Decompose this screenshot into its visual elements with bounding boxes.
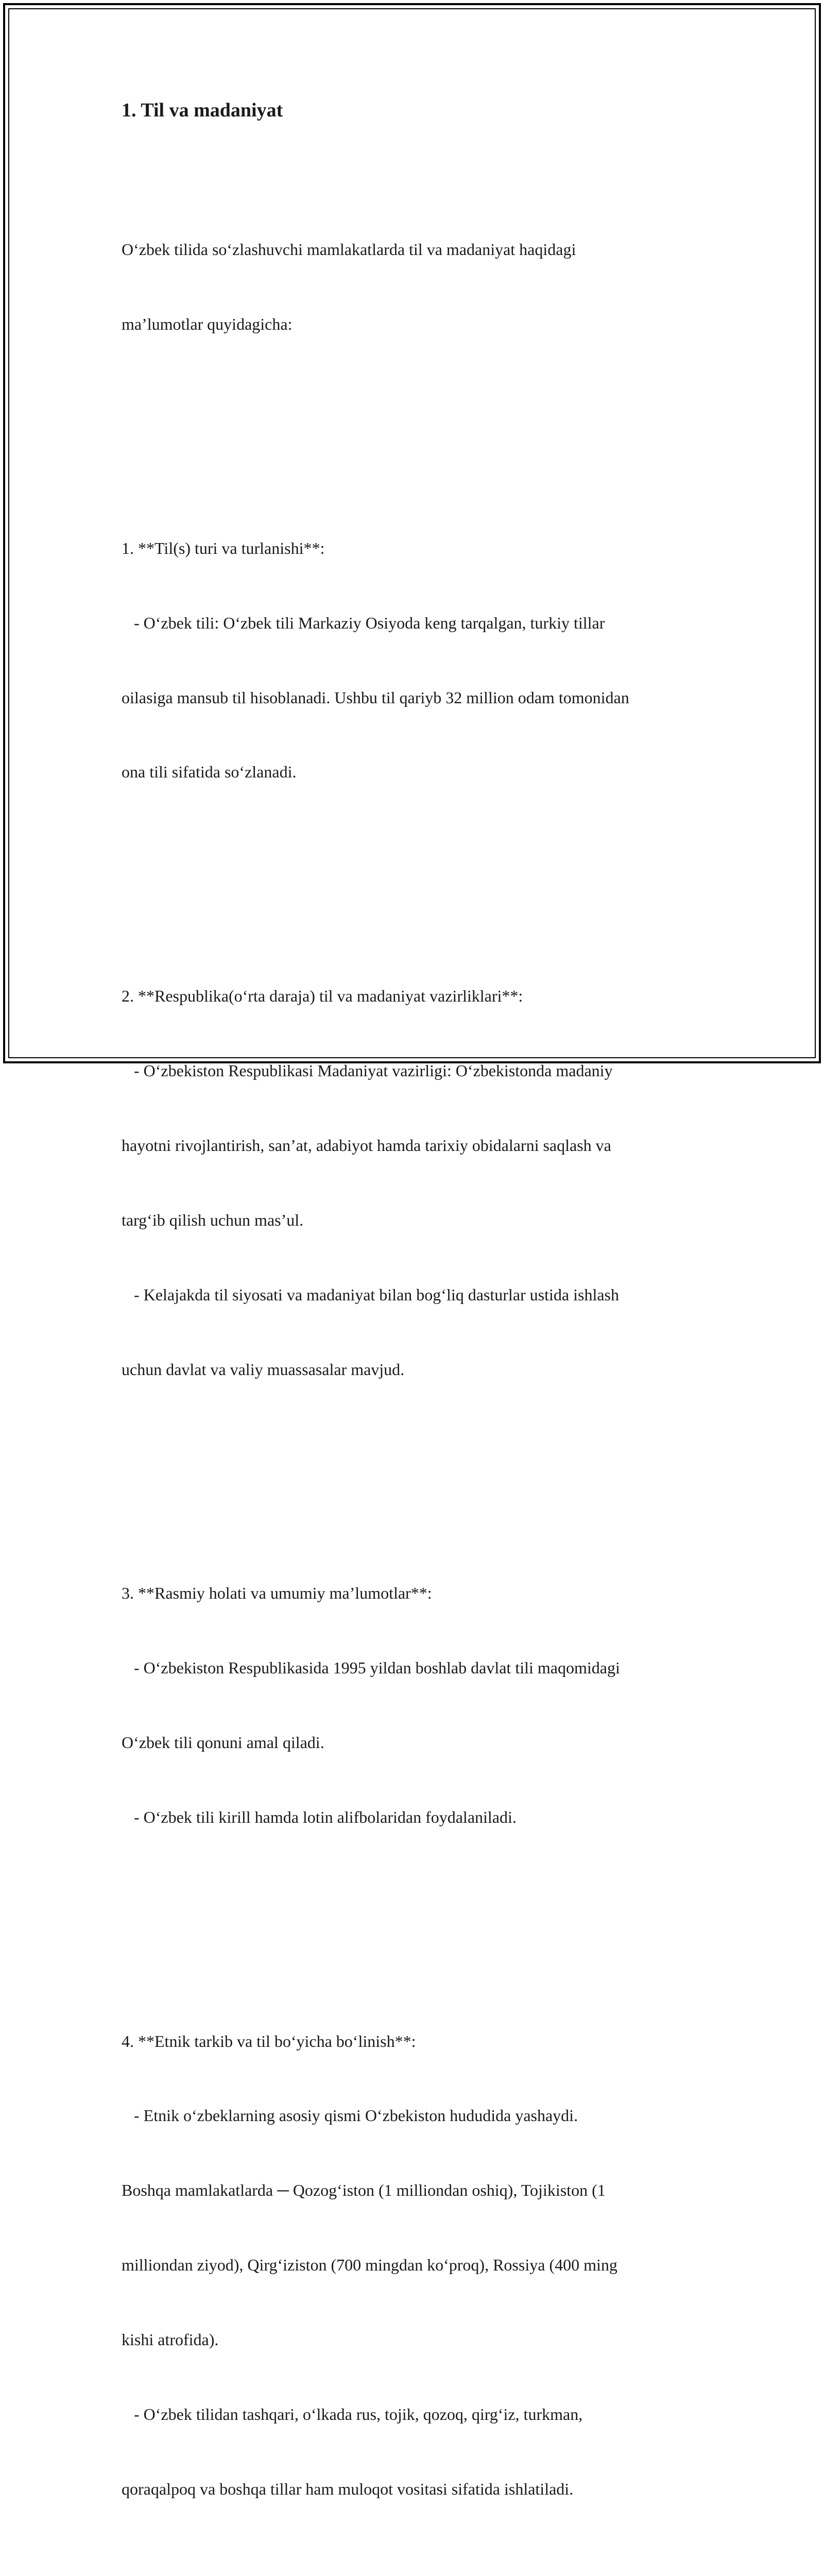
section-line: O‘zbek tili qonuni amal qiladi. [122, 1733, 324, 1752]
section-line: hayotni rivojlantirish, san’at, adabiyot hamda tarixiy obidalarni saqlash va [122, 1136, 611, 1155]
section-line: uchun davlat va valiy muassasalar mavjud. [122, 1360, 405, 1379]
section-line: - O‘zbekiston Respublikasi Madaniyat vazirligi: O‘zbekistonda madaniy [122, 1061, 613, 1080]
section-3 [122, 1531, 709, 1879]
intro-paragraph [122, 188, 709, 386]
intro-line: O‘zbek tilida so‘zlashuvchi mamlakatlarda til va madaniyat haqidagi [122, 240, 576, 259]
section-heading: 1. Til va madaniyat [122, 99, 283, 121]
section-line: qoraqalpoq va boshqa tillar ham muloqot vositasi sifatida ishlatiladi. [122, 2479, 574, 2498]
section-line: - O‘zbek tili: O‘zbek tili Markaziy Osiyoda keng tarqalgan, turkiy tillar [122, 613, 605, 632]
document-body [122, 138, 709, 2576]
section-4 [122, 1979, 709, 2551]
section-line: - Etnik o‘zbeklarning asosiy qismi O‘zbekiston hududida yashaydi. [122, 2106, 578, 2125]
section-line: - O‘zbek tili kirill hamda lotin alifbolaridan foydalaniladi. [122, 1807, 517, 1826]
section-line: kishi atrofida). [122, 2330, 219, 2349]
section-line: - Kelajakda til siyosati va madaniyat bilan bog‘liq dasturlar ustida ishlash [122, 1285, 619, 1304]
section-line: ona tili sifatida so‘zlanadi. [122, 762, 297, 782]
section-title: 1. **Til(s) turi va turlanishi**: [122, 538, 325, 557]
section-line: oilasiga mansub til hisoblanadi. Ushbu til qariyb 32 million odam tomonidan [122, 688, 629, 707]
section-line: targ‘ib qilish uchun mas’ul. [122, 1210, 304, 1229]
section-line: Boshqa mamlakatlarda ─ Qozog‘iston (1 milliondan oshiq), Tojikiston (1 [122, 2181, 606, 2200]
section-title: 2. **Respublika(o‘rta daraja) til va madaniyat vazirliklari**: [122, 987, 523, 1006]
section-line: - O‘zbekiston Respublikasida 1995 yildan boshlab davlat tili maqomidagi [122, 1658, 620, 1677]
section-2 [122, 934, 709, 1432]
section-title: 4. **Etnik tarkib va til bo‘yicha bo‘linish**: [122, 2031, 416, 2050]
section-line: milliondan ziyod), Qirg‘iziston (700 mingdan ko‘proq), Rossiya (400 ming [122, 2256, 617, 2275]
section-title: 3. **Rasmiy holati va umumiy ma’lumotlar**: [122, 1584, 432, 1603]
section-1 [122, 486, 709, 834]
intro-line: ma’lumotlar quyidagicha: [122, 315, 293, 334]
section-line: - O‘zbek tilidan tashqari, o‘lkada rus, tojik, qozoq, qirg‘iz, turkman, [122, 2405, 583, 2424]
